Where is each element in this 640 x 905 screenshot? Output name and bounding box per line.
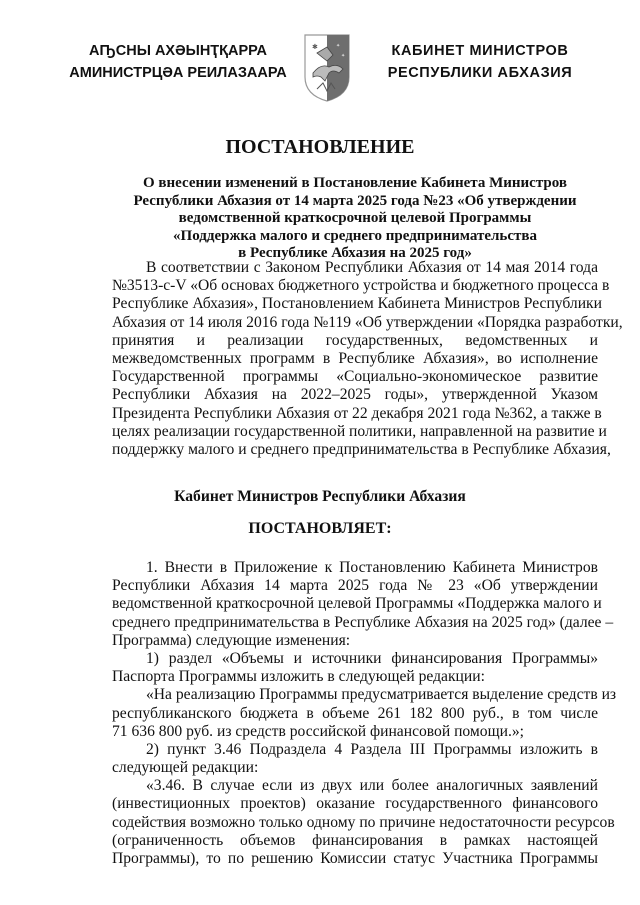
text-line: принятия и реализации государственных, ведомственных и <box>112 331 598 349</box>
paragraph <box>112 686 617 741</box>
header-left-line: АМИНИСТРЦӘА РЕИЛАЗААРА <box>69 65 287 81</box>
header-right-line: РЕСПУБЛИКИ АБХАЗИЯ <box>387 65 573 81</box>
text-line: республиканского бюджета в объеме 261 182 800 руб., в том числе <box>112 704 598 722</box>
text-line: Республики Абхазия 14 марта 2025 года № 23 «Об утверждении <box>112 577 598 595</box>
coat-of-arms-emblem <box>303 33 351 103</box>
paragraph <box>112 777 615 868</box>
text-line: Государственной программы «Социально-экономическое развитие <box>112 368 598 386</box>
subtitle-line: Республики Абхазия от 14 марта 2025 года №23 «Об утверждении <box>133 192 577 209</box>
preamble-text <box>112 259 623 459</box>
text-line: 1) раздел «Объемы и источники финансирования Программы» <box>146 649 598 667</box>
text-line: среднего предпринимательства в Республике Абхазия на 2025 год» (далее – <box>112 613 614 631</box>
paragraph <box>112 259 623 459</box>
text-line: Паспорта Программы изложить в следующей редакции: <box>112 668 485 686</box>
text-line: Программа) следующие изменения: <box>112 631 351 649</box>
text-line: следующей редакции: <box>112 759 259 777</box>
text-line: В соответствии с Законом Республики Абхазия от 14 мая 2014 года <box>146 259 598 276</box>
svg-text:✦: ✦ <box>341 54 346 59</box>
header-right-russian <box>365 40 595 84</box>
subtitle-line: «Поддержка малого и среднего предпринимательства <box>173 227 537 244</box>
text-line: №3513-с-V «Об основах бюджетного устройства и бюджетного процесса в <box>112 277 610 295</box>
svg-text:✦: ✦ <box>336 44 341 49</box>
subtitle-line: ведомственной краткосрочной целевой Программы <box>178 210 532 227</box>
header-left-line: АҦСНЫ АХӘЫНҬҚАРРА <box>88 43 268 59</box>
document-subtitle <box>100 175 610 263</box>
header-right-line: КАБИНЕТ МИНИСТРОВ <box>391 43 569 59</box>
text-line: «На реализацию Программы предусматривается выделение средств из <box>146 686 617 704</box>
paragraph <box>112 741 598 777</box>
text-line: Абхазия от 14 июля 2016 года №119 «Об утверждении «Порядка разработки, <box>112 313 623 331</box>
paragraph <box>112 650 598 686</box>
text-line: межведомственных программ в Республике Абхазия», во исполнение <box>112 349 598 367</box>
svg-text:✱: ✱ <box>312 43 318 51</box>
paragraph <box>112 559 614 650</box>
text-line: (ограниченность объемов финансирования в рамках настоящей <box>112 831 598 849</box>
text-line: 2) пункт 3.46 Подраздела 4 Раздела III Программы изложить в <box>146 740 598 758</box>
text-line: поддержку малого и среднего предпринимательства в Республике Абхазия, <box>112 440 611 458</box>
text-line: целях реализации государственной политики, направленной на развитие и <box>112 422 607 440</box>
text-line: Республики Абхазия на 2022–2025 годы», утвержденной Указом <box>112 386 598 404</box>
text-line: (инвестиционных проектов) оказание государственного финансового <box>112 795 598 813</box>
text-line: Республике Абхазия», Постановлением Кабинета Министров Республики <box>112 295 602 313</box>
document-title: ПОСТАНОВЛЕНИЕ <box>225 136 415 158</box>
resolves-heading: ПОСТАНОВЛЯЕТ: <box>248 520 392 537</box>
header-left-abkhaz <box>62 40 294 84</box>
subtitle-line: в Республике Абхазия на 2025 год» <box>238 245 472 262</box>
text-line: 71 636 800 руб. из средств российской финансовой помощи.»; <box>112 722 524 740</box>
text-line: 1. Внести в Приложение к Постановлению Кабинета Министров <box>146 559 598 576</box>
text-line: содействия возможно только одному по причине недостаточности ресурсов <box>112 813 615 831</box>
text-line: Президента Республики Абхазия от 22 декабря 2021 года №362, а также в <box>112 404 602 422</box>
text-line: Программы), то по решению Комиссии статус Участника Программы <box>112 850 598 867</box>
text-line: ведомственной краткосрочной целевой Программы «Поддержка малого и <box>112 595 602 613</box>
resolution-body <box>112 559 617 868</box>
subtitle-line: О внесении изменений в Постановление Кабинета Министров <box>143 175 567 191</box>
text-line: «3.46. В случае если из двух или более аналогичных заявлений <box>146 777 598 795</box>
issuing-body: Кабинет Министров Республики Абхазия <box>174 488 466 505</box>
